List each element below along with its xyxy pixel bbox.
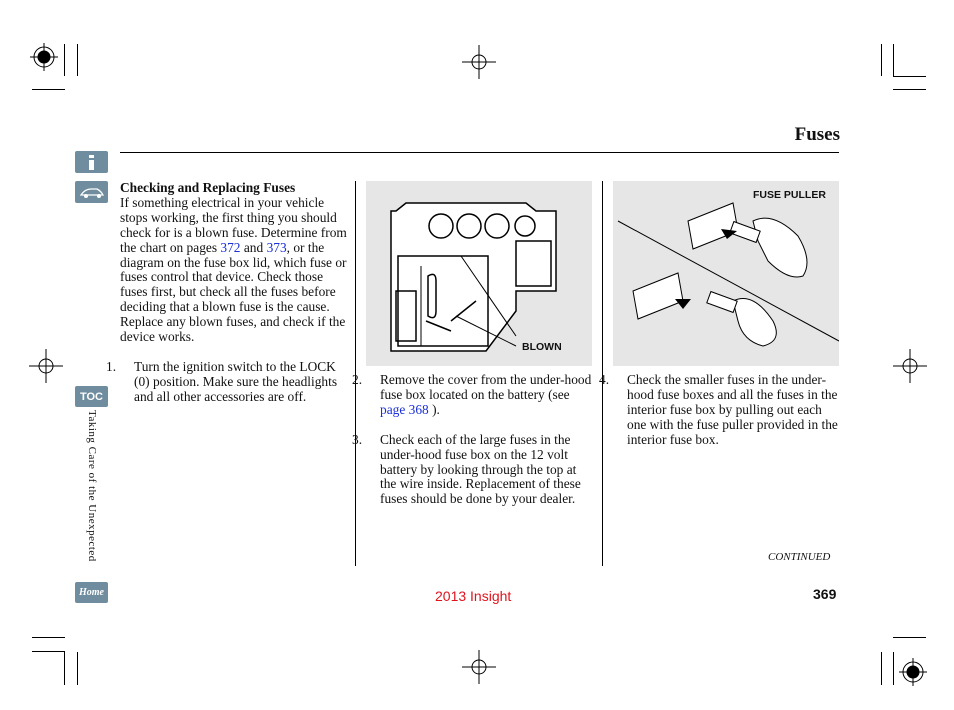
step-4-text: Check the smaller fuses in the under-hood fuse boxes and all the fuses in the interior fuse box by pulling out each one with the fuse puller provided in the interior fuse box. xyxy=(627,372,838,447)
home-button[interactable]: Home xyxy=(75,582,108,603)
step-2-text-b: ). xyxy=(432,401,440,417)
intro-text-a: If something electrical in your vehicle stops working, the first thing you should check for is a blown fuse. Determine from the chart on pages xyxy=(120,194,347,255)
model-title: 2013 Insight xyxy=(435,588,512,604)
intro-and: and xyxy=(243,239,264,255)
intro-text-b: , or the diagram on the fuse box lid, which fuse or fuses control that device. Check those fuses first, but check all the fuses before deciding that a blown fuse is the cause. Replace any blown fuses, and check if the device works. xyxy=(120,239,347,345)
column-2 xyxy=(352,372,596,507)
fuse-puller-label: FUSE PULLER xyxy=(753,189,826,201)
header-rule xyxy=(120,152,839,153)
page-link-368[interactable]: page 368 xyxy=(380,401,429,417)
page-title: Fuses xyxy=(794,124,840,145)
fuse-box-illustration xyxy=(366,181,592,366)
step-1-number: 1. xyxy=(106,358,117,374)
step-3-text: Check each of the large fuses in the under-hood fuse box on the 12 volt battery by looking through the top at the wire inside. Replacement of these fuses should be done by your dealer. xyxy=(380,431,581,507)
step-4 xyxy=(599,372,841,448)
section-label: Taking Care of the Unexpected xyxy=(86,410,98,562)
toc-button[interactable]: TOC xyxy=(75,386,108,407)
step-1 xyxy=(106,358,348,405)
column-3 xyxy=(599,372,841,448)
step-3 xyxy=(352,431,596,508)
column-1 xyxy=(106,180,348,405)
step-4-number: 4. xyxy=(599,372,610,387)
step-3-number: 3. xyxy=(352,431,363,447)
step-2-number: 2. xyxy=(352,372,363,387)
step-2-text-a: Remove the cover from the under-hood fuse box located on the battery (see xyxy=(380,372,592,402)
fuse-box-figure xyxy=(366,181,592,366)
intro-paragraph xyxy=(120,196,348,345)
page-number: 369 xyxy=(813,586,837,602)
page-link-373[interactable]: 373 xyxy=(266,239,287,255)
car-icon[interactable] xyxy=(75,181,108,203)
continued-label: CONTINUED xyxy=(768,551,831,563)
section-heading: Checking and Replacing Fuses xyxy=(120,180,296,195)
page-link-372[interactable]: 372 xyxy=(220,239,241,255)
step-2 xyxy=(352,372,596,418)
blown-label: BLOWN xyxy=(522,341,562,353)
step-1-text: Turn the ignition switch to the LOCK (0) position. Make sure the headlights and all other accessories are off. xyxy=(134,358,338,404)
fuse-puller-figure xyxy=(613,181,839,366)
info-icon[interactable] xyxy=(75,151,108,173)
fuse-puller-illustration xyxy=(613,181,839,366)
